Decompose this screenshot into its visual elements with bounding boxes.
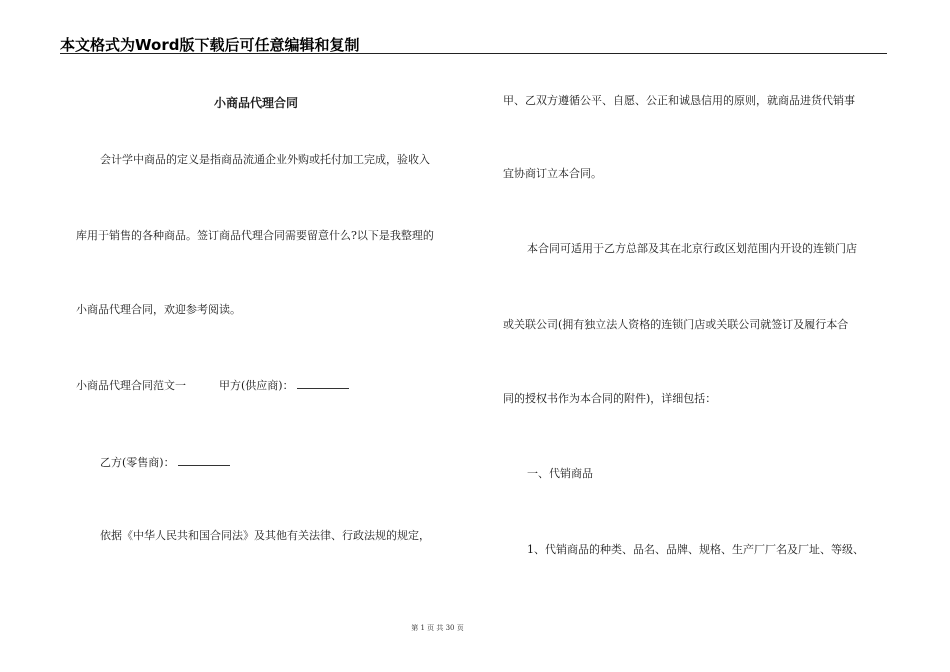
banner-divider xyxy=(60,53,887,54)
document-title: 小商品代理合同 xyxy=(214,96,299,110)
page-footer: 第 1 页 共 30 页 xyxy=(411,624,464,632)
right-line-5: 同的授权书作为本合同的附件)，详细包括： xyxy=(503,392,717,405)
party-b-blank xyxy=(178,454,230,466)
party-b-line xyxy=(100,454,230,470)
intro-line-2: 库用于销售的各种商品。签订商品代理合同需要留意什么?以下是我整理的 xyxy=(76,229,434,242)
right-line-2: 宜协商订立本合同。 xyxy=(503,167,602,180)
intro-line-3: 小商品代理合同，欢迎参考阅读。 xyxy=(76,303,241,316)
right-line-1: 甲、乙双方遵循公平、自愿、公正和诚恳信用的原则，就商品进货代销事 xyxy=(503,94,855,107)
basis-line-1: 依据《中华人民共和国合同法》及其他有关法律、行政法规的规定， xyxy=(100,529,430,542)
party-a-blank xyxy=(297,377,349,389)
section-heading-products: 一、代销商品 xyxy=(527,467,593,480)
document-banner: 本文格式为Word版下载后可任意编辑和复制 xyxy=(60,36,360,54)
right-line-3: 本合同可适用于乙方总部及其在北京行政区划范围内开设的连锁门店 xyxy=(527,242,857,255)
right-line-7: 1、代销商品的种类、品名、品牌、规格、生产厂厂名及厂址、等级、 xyxy=(527,543,864,556)
sample-label: 小商品代理合同范文一 xyxy=(76,379,186,392)
sample-heading-line xyxy=(76,377,349,393)
party-a-label: 甲方(供应商)： xyxy=(219,379,294,392)
party-b-label: 乙方(零售商)： xyxy=(100,456,175,469)
intro-line-1: 会计学中商品的定义是指商品流通企业外购或托付加工完成，验收入 xyxy=(100,153,430,166)
right-line-4: 或关联公司(拥有独立法人资格的连锁门店或关联公司就签订及履行本合 xyxy=(503,318,849,331)
